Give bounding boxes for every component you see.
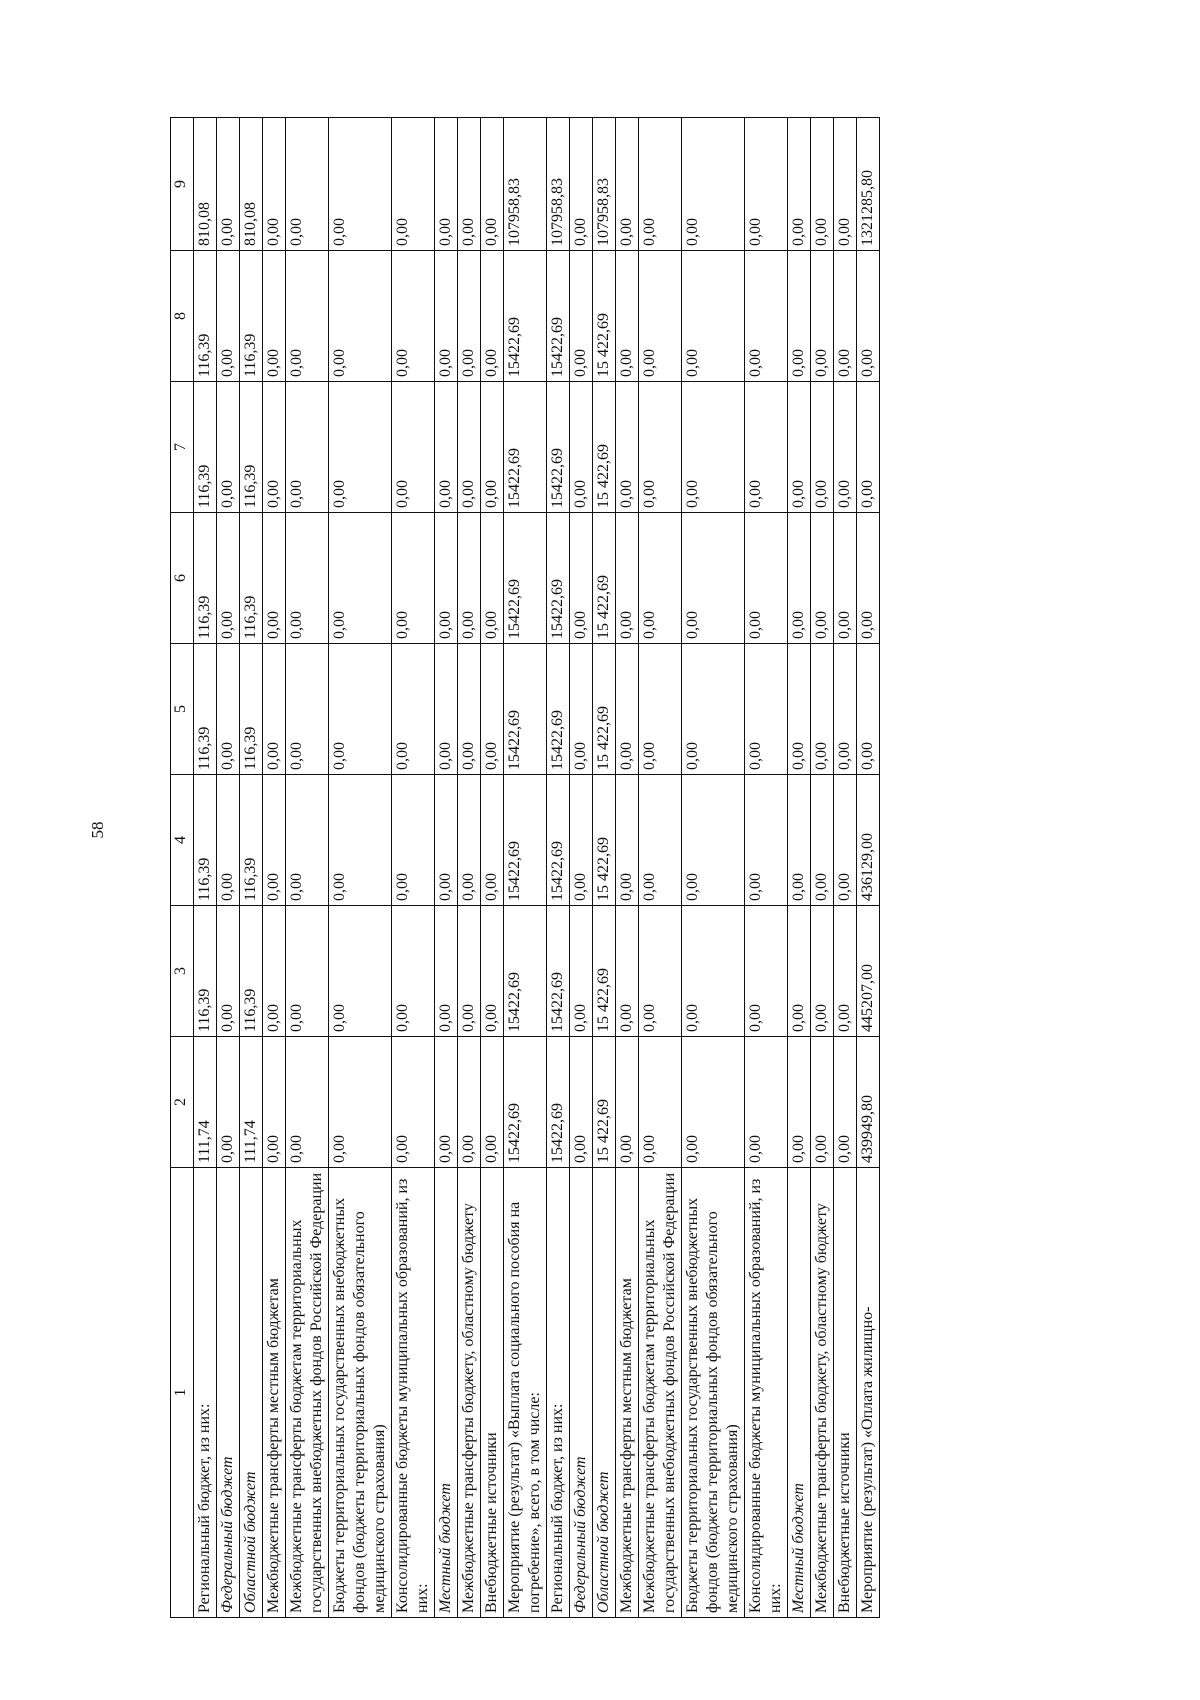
- value-cell: 0,00: [745, 513, 788, 644]
- page-number: 58: [88, 821, 107, 839]
- value-cell: 15422,69: [547, 251, 570, 382]
- value-cell: 0,00: [217, 644, 240, 775]
- table-row: [788, 118, 811, 1618]
- value-cell: 0,00: [458, 906, 481, 1037]
- table-row: [329, 118, 392, 1618]
- table-row: [616, 118, 639, 1618]
- value-cell: 0,00: [639, 775, 682, 906]
- value-cell: 810,08: [194, 118, 217, 251]
- row-label-cell: Федеральный бюджет: [217, 1168, 240, 1618]
- value-cell: 0,00: [286, 251, 329, 382]
- value-cell: 0,00: [639, 1037, 682, 1168]
- value-cell: 0,00: [392, 644, 435, 775]
- value-cell: 0,00: [286, 513, 329, 644]
- value-cell: 0,00: [481, 118, 504, 251]
- value-cell: 0,00: [639, 906, 682, 1037]
- row-label-cell: Межбюджетные трансферты бюджетам территориальных государственных внебюджетных фондов Российской Федерации: [286, 1168, 329, 1618]
- row-label-cell: Региональный бюджет, из них:: [547, 1168, 570, 1618]
- value-cell: 0,00: [682, 513, 745, 644]
- value-cell: 0,00: [788, 382, 811, 513]
- value-cell: 15 422,69: [593, 251, 616, 382]
- value-cell: 15422,69: [504, 775, 547, 906]
- value-cell: 0,00: [458, 513, 481, 644]
- row-label-cell: Внебюджетные источники: [834, 1168, 857, 1618]
- value-cell: 0,00: [570, 906, 593, 1037]
- value-cell: 0,00: [263, 118, 286, 251]
- value-cell: 15 422,69: [593, 513, 616, 644]
- row-label-cell: Мероприятие (результат) «Выплата социального пособия на погребение», всего, в том числе:: [504, 1168, 547, 1618]
- value-cell: 15422,69: [547, 906, 570, 1037]
- value-cell: 107958,83: [504, 118, 547, 251]
- value-cell: 0,00: [682, 382, 745, 513]
- budget-table: [170, 117, 880, 1618]
- value-cell: 0,00: [286, 906, 329, 1037]
- value-cell: 0,00: [217, 775, 240, 906]
- value-cell: 0,00: [481, 382, 504, 513]
- value-cell: 15 422,69: [593, 906, 616, 1037]
- value-cell: 0,00: [286, 775, 329, 906]
- value-cell: 0,00: [481, 775, 504, 906]
- value-cell: 116,39: [240, 775, 263, 906]
- value-cell: 116,39: [240, 251, 263, 382]
- value-cell: 0,00: [286, 1037, 329, 1168]
- value-cell: 0,00: [263, 1037, 286, 1168]
- value-cell: 0,00: [811, 906, 834, 1037]
- value-cell: 15422,69: [547, 1037, 570, 1168]
- value-cell: 0,00: [639, 251, 682, 382]
- value-cell: 0,00: [682, 906, 745, 1037]
- value-cell: 0,00: [857, 251, 880, 382]
- value-cell: 0,00: [263, 644, 286, 775]
- value-cell: 0,00: [616, 513, 639, 644]
- value-cell: 107958,83: [593, 118, 616, 251]
- value-cell: 0,00: [458, 251, 481, 382]
- row-label-cell: Региональный бюджет, из них:: [194, 1168, 217, 1618]
- value-cell: 0,00: [329, 382, 392, 513]
- value-cell: 0,00: [616, 382, 639, 513]
- value-cell: 0,00: [217, 118, 240, 251]
- value-cell: 1321285,80: [857, 118, 880, 251]
- value-cell: 436129,00: [857, 775, 880, 906]
- row-label-cell: Внебюджетные источники: [481, 1168, 504, 1618]
- table-header-row: [171, 118, 194, 1618]
- value-cell: 0,00: [788, 775, 811, 906]
- value-cell: 15 422,69: [593, 644, 616, 775]
- value-cell: 15 422,69: [593, 1037, 616, 1168]
- value-cell: 0,00: [435, 382, 458, 513]
- value-cell: 116,39: [194, 906, 217, 1037]
- row-label-cell: Межбюджетные трансферты бюджету, областному бюджету: [811, 1168, 834, 1618]
- value-cell: 0,00: [616, 644, 639, 775]
- value-cell: 0,00: [263, 251, 286, 382]
- value-cell: 15 422,69: [593, 382, 616, 513]
- value-cell: 0,00: [217, 906, 240, 1037]
- value-cell: 0,00: [834, 118, 857, 251]
- table-row: [392, 118, 435, 1618]
- value-cell: 0,00: [435, 1037, 458, 1168]
- value-cell: 0,00: [392, 1037, 435, 1168]
- table-row: [811, 118, 834, 1618]
- value-cell: 116,39: [240, 382, 263, 513]
- row-label-cell: Межбюджетные трансферты бюджету, областному бюджету: [458, 1168, 481, 1618]
- value-cell: 15422,69: [547, 775, 570, 906]
- value-cell: 0,00: [263, 906, 286, 1037]
- value-cell: 0,00: [217, 1037, 240, 1168]
- column-header: 8: [171, 251, 194, 382]
- table-row: [481, 118, 504, 1618]
- table-row: [834, 118, 857, 1618]
- table-row: [435, 118, 458, 1618]
- value-cell: 0,00: [570, 1037, 593, 1168]
- value-cell: 15 422,69: [593, 775, 616, 906]
- value-cell: 0,00: [435, 906, 458, 1037]
- table-row: [682, 118, 745, 1618]
- value-cell: 116,39: [240, 906, 263, 1037]
- row-label-cell: Бюджеты территориальных государственных внебюджетных фондов (бюджеты территориальных фондов обязательного медицинского страхования): [329, 1168, 392, 1618]
- value-cell: 0,00: [570, 513, 593, 644]
- column-header: 5: [171, 644, 194, 775]
- value-cell: 0,00: [392, 513, 435, 644]
- value-cell: 0,00: [834, 1037, 857, 1168]
- value-cell: 0,00: [435, 118, 458, 251]
- value-cell: 0,00: [329, 644, 392, 775]
- table-row: [240, 118, 263, 1618]
- value-cell: 116,39: [194, 513, 217, 644]
- column-header: 6: [171, 513, 194, 644]
- value-cell: 0,00: [811, 382, 834, 513]
- column-header: 3: [171, 906, 194, 1037]
- value-cell: 0,00: [329, 118, 392, 251]
- value-cell: 0,00: [329, 251, 392, 382]
- value-cell: 0,00: [481, 906, 504, 1037]
- table-row: [458, 118, 481, 1618]
- column-header: 7: [171, 382, 194, 513]
- column-header: 4: [171, 775, 194, 906]
- value-cell: 0,00: [811, 513, 834, 644]
- row-label-cell: Межбюджетные трансферты местным бюджетам: [263, 1168, 286, 1618]
- value-cell: 0,00: [834, 906, 857, 1037]
- table-row: [194, 118, 217, 1618]
- value-cell: 15422,69: [504, 513, 547, 644]
- value-cell: 0,00: [616, 1037, 639, 1168]
- value-cell: 0,00: [745, 644, 788, 775]
- value-cell: 0,00: [217, 513, 240, 644]
- value-cell: 0,00: [458, 644, 481, 775]
- table-body: [194, 118, 880, 1618]
- value-cell: 116,39: [194, 251, 217, 382]
- value-cell: 0,00: [263, 775, 286, 906]
- value-cell: 0,00: [745, 382, 788, 513]
- value-cell: 0,00: [616, 775, 639, 906]
- value-cell: 0,00: [263, 513, 286, 644]
- table-row: [570, 118, 593, 1618]
- value-cell: 0,00: [481, 644, 504, 775]
- column-header: 9: [171, 118, 194, 251]
- table-row: [593, 118, 616, 1618]
- rotated-page-content: [170, 118, 1130, 1618]
- value-cell: 116,39: [194, 382, 217, 513]
- value-cell: 111,74: [240, 1037, 263, 1168]
- table-row: [286, 118, 329, 1618]
- value-cell: 0,00: [811, 251, 834, 382]
- value-cell: 0,00: [570, 644, 593, 775]
- value-cell: 0,00: [458, 775, 481, 906]
- value-cell: 0,00: [481, 513, 504, 644]
- value-cell: 0,00: [834, 775, 857, 906]
- value-cell: 0,00: [217, 382, 240, 513]
- value-cell: 0,00: [286, 118, 329, 251]
- value-cell: 15422,69: [547, 382, 570, 513]
- value-cell: 0,00: [745, 118, 788, 251]
- row-label-cell: Межбюджетные трансферты местным бюджетам: [616, 1168, 639, 1618]
- value-cell: 0,00: [788, 906, 811, 1037]
- value-cell: 0,00: [745, 1037, 788, 1168]
- value-cell: 0,00: [458, 1037, 481, 1168]
- value-cell: 0,00: [745, 775, 788, 906]
- value-cell: 0,00: [834, 644, 857, 775]
- row-label-cell: Мероприятие (результат) «Оплата жилищно-: [857, 1168, 880, 1618]
- value-cell: 0,00: [745, 906, 788, 1037]
- value-cell: 0,00: [788, 251, 811, 382]
- row-label-cell: Федеральный бюджет: [570, 1168, 593, 1618]
- row-label-cell: Областной бюджет: [240, 1168, 263, 1618]
- value-cell: 0,00: [811, 1037, 834, 1168]
- value-cell: 0,00: [481, 251, 504, 382]
- value-cell: 0,00: [811, 644, 834, 775]
- row-label-cell: Областной бюджет: [593, 1168, 616, 1618]
- value-cell: 0,00: [745, 251, 788, 382]
- value-cell: 0,00: [834, 251, 857, 382]
- value-cell: 0,00: [286, 382, 329, 513]
- value-cell: 0,00: [788, 1037, 811, 1168]
- value-cell: 0,00: [639, 118, 682, 251]
- table-row: [504, 118, 547, 1618]
- value-cell: 116,39: [194, 775, 217, 906]
- value-cell: 0,00: [788, 118, 811, 251]
- value-cell: 439949,80: [857, 1037, 880, 1168]
- value-cell: 0,00: [570, 251, 593, 382]
- table-row: [217, 118, 240, 1618]
- value-cell: 0,00: [329, 1037, 392, 1168]
- value-cell: 445207,00: [857, 906, 880, 1037]
- value-cell: 0,00: [682, 644, 745, 775]
- table-row: [639, 118, 682, 1618]
- value-cell: 0,00: [834, 382, 857, 513]
- value-cell: 107958,83: [547, 118, 570, 251]
- value-cell: 0,00: [834, 513, 857, 644]
- value-cell: 0,00: [329, 513, 392, 644]
- value-cell: 0,00: [788, 513, 811, 644]
- value-cell: 116,39: [194, 644, 217, 775]
- value-cell: 0,00: [458, 118, 481, 251]
- value-cell: 15422,69: [504, 251, 547, 382]
- row-label-cell: Межбюджетные трансферты бюджетам территориальных государственных внебюджетных фондов Российской Федерации: [639, 1168, 682, 1618]
- value-cell: 0,00: [682, 1037, 745, 1168]
- table-row: [745, 118, 788, 1618]
- row-label-cell: Местный бюджет: [435, 1168, 458, 1618]
- value-cell: 0,00: [639, 382, 682, 513]
- value-cell: 0,00: [392, 382, 435, 513]
- table-row: [857, 118, 880, 1618]
- value-cell: 0,00: [788, 644, 811, 775]
- value-cell: 0,00: [682, 251, 745, 382]
- value-cell: 15422,69: [547, 644, 570, 775]
- value-cell: 0,00: [639, 513, 682, 644]
- value-cell: 0,00: [481, 1037, 504, 1168]
- value-cell: 0,00: [392, 906, 435, 1037]
- value-cell: 0,00: [682, 775, 745, 906]
- value-cell: 0,00: [616, 906, 639, 1037]
- value-cell: 0,00: [857, 644, 880, 775]
- value-cell: 0,00: [435, 513, 458, 644]
- value-cell: 0,00: [811, 775, 834, 906]
- value-cell: 0,00: [857, 513, 880, 644]
- value-cell: 0,00: [286, 644, 329, 775]
- value-cell: 0,00: [392, 251, 435, 382]
- value-cell: 116,39: [240, 644, 263, 775]
- value-cell: 0,00: [570, 118, 593, 251]
- row-label-cell: Консолидированные бюджеты муниципальных образований, из них:: [745, 1168, 788, 1618]
- value-cell: 15422,69: [504, 1037, 547, 1168]
- table-row: [263, 118, 286, 1618]
- row-label-cell: Местный бюджет: [788, 1168, 811, 1618]
- value-cell: 15422,69: [547, 513, 570, 644]
- value-cell: 0,00: [329, 906, 392, 1037]
- value-cell: 0,00: [639, 644, 682, 775]
- value-cell: 810,08: [240, 118, 263, 251]
- value-cell: 0,00: [458, 382, 481, 513]
- row-label-cell: Консолидированные бюджеты муниципальных образований, из них:: [392, 1168, 435, 1618]
- value-cell: 0,00: [329, 775, 392, 906]
- value-cell: 0,00: [435, 644, 458, 775]
- value-cell: 0,00: [570, 382, 593, 513]
- value-cell: 0,00: [217, 251, 240, 382]
- value-cell: 0,00: [263, 382, 286, 513]
- value-cell: 116,39: [240, 513, 263, 644]
- value-cell: 15422,69: [504, 382, 547, 513]
- column-header: 1: [171, 1168, 194, 1618]
- value-cell: 0,00: [435, 775, 458, 906]
- column-header: 2: [171, 1037, 194, 1168]
- value-cell: 0,00: [682, 118, 745, 251]
- value-cell: 0,00: [392, 775, 435, 906]
- value-cell: 0,00: [392, 118, 435, 251]
- value-cell: 0,00: [811, 118, 834, 251]
- value-cell: 0,00: [616, 251, 639, 382]
- row-label-cell: Бюджеты территориальных государственных внебюджетных фондов (бюджеты территориальных фондов обязательного медицинского страхования): [682, 1168, 745, 1618]
- value-cell: 0,00: [616, 118, 639, 251]
- table-row: [547, 118, 570, 1618]
- value-cell: 0,00: [857, 382, 880, 513]
- value-cell: 0,00: [570, 775, 593, 906]
- value-cell: 15422,69: [504, 906, 547, 1037]
- value-cell: 0,00: [435, 251, 458, 382]
- value-cell: 111,74: [194, 1037, 217, 1168]
- value-cell: 15422,69: [504, 644, 547, 775]
